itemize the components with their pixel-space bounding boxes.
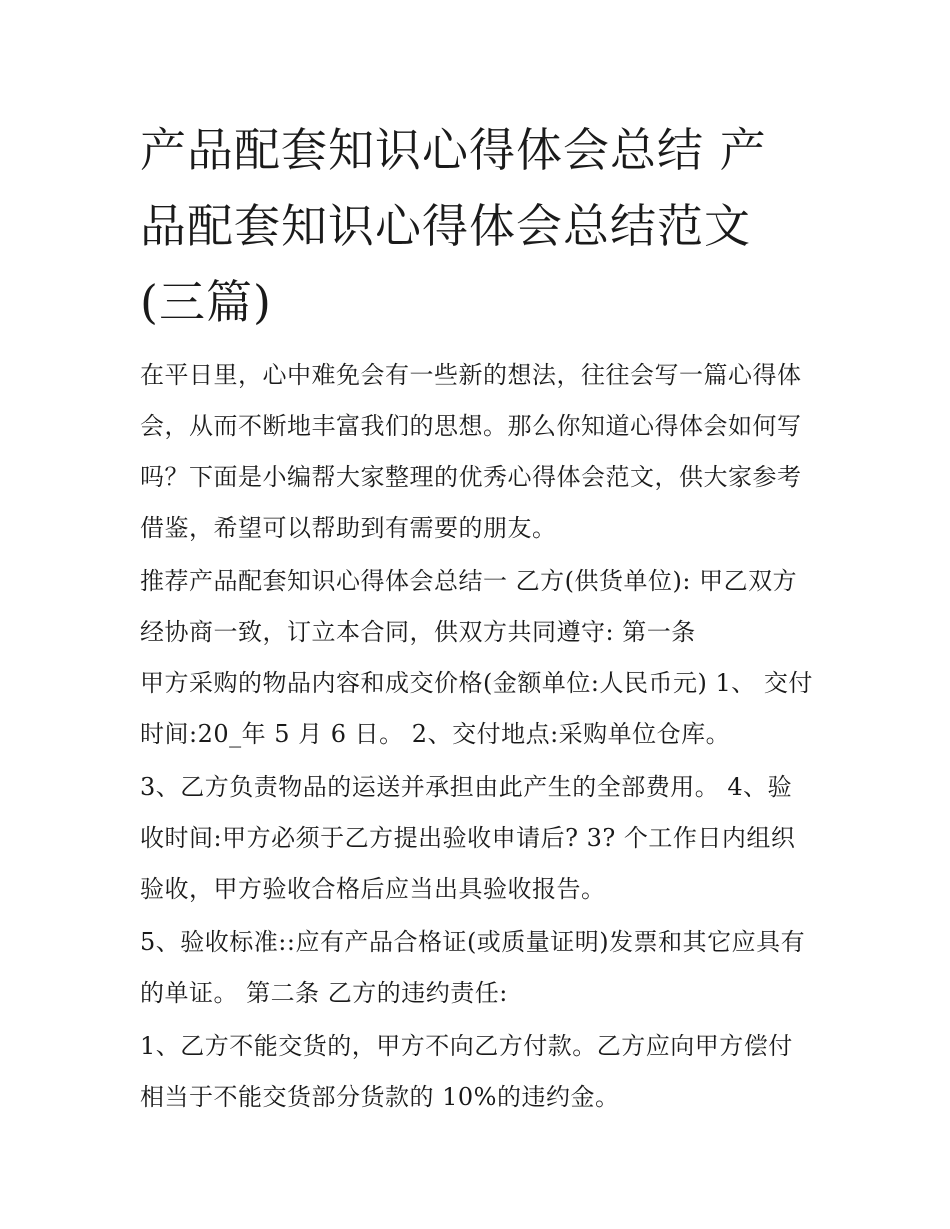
text-line: 经协商一致，订立本合同，供双方共同遵守: 第一条 xyxy=(140,618,696,646)
intro-paragraph xyxy=(140,350,820,554)
breach-clause-paragraph xyxy=(140,1021,820,1123)
text-line: 甲方采购的物品内容和成交价格(金额单位:人民币元) 1、 交付 xyxy=(140,669,813,697)
text-line: 借鉴，希望可以帮助到有需要的朋友。 xyxy=(140,514,557,542)
text-line: 吗？下面是小编帮大家整理的优秀心得体会范文，供大家参考 xyxy=(140,463,802,491)
text-line: 3、乙方负责物品的运送并承担由此产生的全部费用。 4、验 xyxy=(140,773,793,801)
document-page xyxy=(140,112,820,1125)
text-line: 会，从而不断地丰富我们的思想。那么你知道心得体会如何写 xyxy=(140,412,802,440)
text-line: 的单证。 第二条 乙方的违约责任: xyxy=(140,979,508,1007)
title-line: 产品配套知识心得体会总结 产 xyxy=(140,123,767,177)
text-line: 收时间:甲方必须于乙方提出验收申请后? 3? 个工作日内组织 xyxy=(140,824,796,852)
clause-5-paragraph xyxy=(140,917,820,1019)
document-title xyxy=(140,112,820,340)
text-line: 5、验收标准::应有产品合格证(或质量证明)发票和其它应具有 xyxy=(140,928,806,956)
text-line: 推荐产品配套知识心得体会总结一 乙方(供货单位): 甲乙双方 xyxy=(140,567,798,595)
clause-3-4-paragraph xyxy=(140,762,820,915)
text-line: 相当于不能交货部分货款的 10%的违约金。 xyxy=(140,1083,620,1111)
text-line: 时间:20_年 5 月 6 日。 2、交付地点:采购单位仓库。 xyxy=(140,720,731,748)
text-line: 1、乙方不能交货的，甲方不向乙方付款。乙方应向甲方偿付 xyxy=(140,1032,793,1060)
text-line: 验收，甲方验收合格后应当出具验收报告。 xyxy=(140,875,606,903)
title-line: 品配套知识心得体会总结范文 xyxy=(140,199,751,253)
text-line: 在平日里，心中难免会有一些新的想法，往往会写一篇心得体 xyxy=(140,361,802,389)
contract-intro-paragraph xyxy=(140,556,820,760)
title-line: (三篇) xyxy=(140,275,272,329)
